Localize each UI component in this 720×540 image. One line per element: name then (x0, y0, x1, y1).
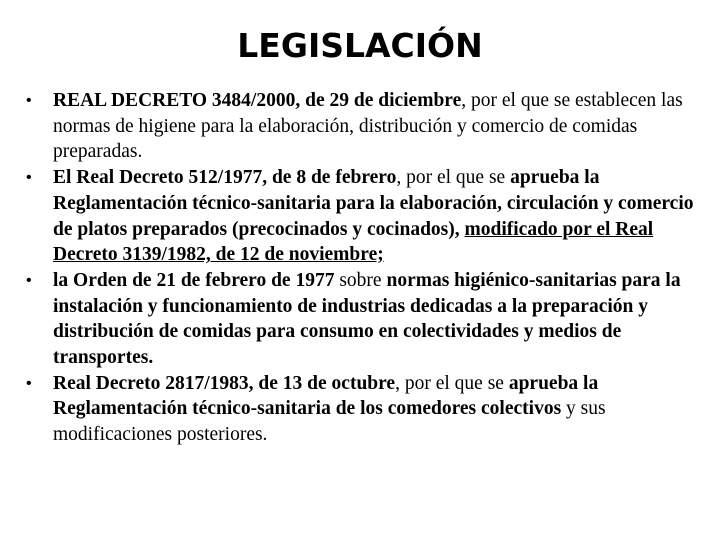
bullet: • (26, 374, 32, 392)
order-description: normas higiénico-sanitarias para la instalación y funcionamiento de industrias dedicadas a la preparación y distribución de comidas para consumo en colectividades y medios de transportes. (53, 269, 681, 369)
list-item-4 (24, 371, 714, 448)
decree-description: aprueba la Reglamentación técnico-sanitaria para la elaboración, circulación y comercio de platos preparados (precocinados y cocinados), (53, 167, 694, 240)
decree-reference: El Real Decreto 512/1977, de 8 de febrero (53, 167, 397, 189)
bullet: • (26, 271, 32, 289)
list-item-3 (24, 268, 714, 371)
order-connector: sobre (334, 269, 387, 291)
bullet: • (26, 92, 32, 109)
decree-suffix: y sus modificaciones posteriores. (53, 398, 606, 446)
page-title: LEGISLACIÓN (237, 26, 483, 65)
decree-description: aprueba la Reglamentación técnico-sanitaria de los comedores colectivos (53, 372, 599, 420)
decree-reference: REAL DECRETO 3484/2000, de 29 de diciembre (53, 90, 462, 111)
decree-reference: Real Decreto 2817/1983, de 13 de octubre (53, 372, 396, 394)
legislation-list (24, 88, 714, 448)
list-item-1 (24, 88, 714, 165)
order-reference: la Orden de 21 de febrero de 1977 (53, 269, 335, 291)
bullet: • (26, 169, 32, 187)
decree-connector: , por el que se (396, 167, 511, 189)
decree-connector: , por el que se (395, 372, 509, 394)
decree-modification: modificado por el Real Decreto 3139/1982, de 12 de noviembre; (53, 218, 654, 266)
decree-description: , por el que se establecen las normas de higiene para la elaboración, distribución y comercio de comidas preparadas. (53, 90, 683, 163)
list-item-2 (24, 165, 714, 268)
